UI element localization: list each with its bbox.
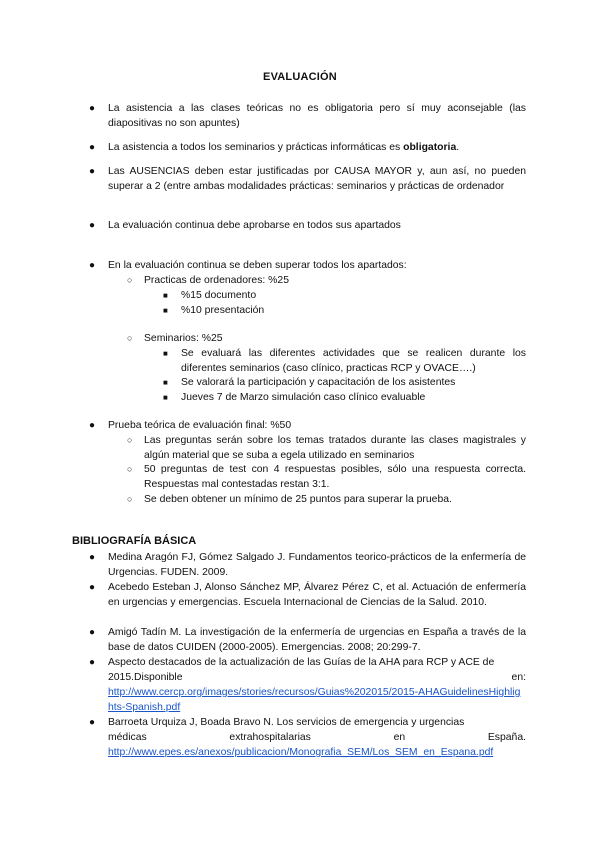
section-title-evaluacion: EVALUACIÓN [263,71,337,83]
bullet-square: ■ [163,306,168,315]
list-item: En la evaluación continua se deben superar todos los apartados: [108,260,407,271]
list-item: Prueba teórica de evaluación final: %50 [108,420,292,431]
reference-item-aha [108,655,526,715]
reference-item: Medina Aragón FJ, Gómez Salgado J. Fundamentos teorico-prácticos de la enfermería de Urgencias. FUDEN. 2009. [108,552,526,578]
sublist-item: 50 preguntas de test con 4 respuestas posibles, sólo una respuesta correcta. Respuestas mal contestadas restan 3:1. [144,464,526,490]
reference-word: en [393,732,406,743]
bullet-square: ■ [163,393,168,402]
bullet-dot: ● [89,103,96,114]
bullet-circle: ○ [127,464,133,474]
reference-text: 2015.Disponible [108,672,183,683]
reference-item: Acebedo Esteban J, Alonso Sánchez MP, Álvarez Pérez C, et al. Actuación de enfermería en urgencias y emergencias. Escuela Internacional de Ciencias de la Salud. 2010. [108,582,526,608]
bullet-dot: ● [89,657,96,668]
list-item: La asistencia a las clases teóricas no es obligatoria pero sí muy aconsejable (las diapositivas no son apuntes) [108,103,526,129]
reference-word: médicas [108,732,147,743]
reference-text: Barroeta Urquiza J, Boada Bravo N. Los servicios de emergencia y urgencias [108,717,465,728]
bullet-circle: ○ [127,494,133,504]
reference-text: Aspecto destacados de la actualización de las Guías de la AHA para RCP y ACE de [108,657,495,668]
sub-sublist-item: %10 presentación [181,305,265,316]
bullet-circle: ○ [127,275,133,285]
reference-item-barroeta [108,715,526,760]
list-item: La evaluación continua debe aprobarse en todos sus apartados [108,220,401,231]
sublist-item: Seminarios: %25 [144,333,223,344]
bullet-dot: ● [89,142,96,153]
bullet-square: ■ [163,291,168,300]
bullet-dot: ● [89,627,96,638]
reference-line [108,670,526,685]
bullet-circle: ○ [127,435,133,445]
sublist-item: Se deben obtener un mínimo de 25 puntos para superar la prueba. [144,494,452,505]
bullet-dot: ● [89,220,96,231]
reference-item: Amigó Tadín M. La investigación de la enfermería de urgencias en España a través de la base de datos CUIDEN (2000-2005). Emergencias. 2008; 20:299-7. [108,627,526,653]
bullet-dot: ● [89,552,96,563]
sublist-item: Practicas de ordenadores: %25 [144,275,289,286]
bullet-square: ■ [163,349,168,358]
sublist-item: Las preguntas serán sobre los temas tratados durante las clases magistrales y algún material que se suba a egela utilizado en seminarios [144,435,526,461]
bullet-dot: ● [89,166,96,177]
section-title-bibliografia: BIBLIOGRAFÍA BÁSICA [72,535,197,547]
sub-sublist-item: %15 documento [181,290,257,301]
bullet-dot: ● [89,717,96,728]
sub-sublist-item: Se evaluará las diferentes actividades que se realicen durante los diferentes seminarios (caso clínico, practicas RCP y OVACE….) [181,348,526,374]
bullet-dot: ● [89,582,96,593]
reference-line [108,730,526,745]
bullet-square: ■ [163,378,168,387]
reference-link[interactable]: http://www.epes.es/anexos/publicacion/Monografia_SEM/Los_SEM_en_Espana.pdf [108,747,494,758]
list-item-text: La asistencia a todos los seminarios y prácticas informáticas es [108,142,404,153]
bullet-dot: ● [89,420,96,431]
bullet-circle: ○ [127,333,133,343]
reference-text: en: [511,672,526,683]
sub-sublist-item: Se valorará la participación y capacitación de los asistentes [181,377,456,388]
reference-link[interactable]: http://www.cercp.org/images/stories/recursos/Guias%202015/2015-AHAGuidelinesHighlights-Spanish.pdf [108,687,521,713]
reference-word: extrahospitalarias [229,732,311,743]
bullet-dot: ● [89,260,96,271]
reference-word: España. [487,732,526,743]
list-item: Las AUSENCIAS deben estar justificadas por CAUSA MAYOR y, aun así, no pueden superar a 2 (entre ambas modalidades prácticas: seminarios y prácticas de ordenador [108,166,526,192]
list-item [108,140,526,155]
list-item-bold: obligatoria [403,142,457,153]
sub-sublist-item: Jueves 7 de Marzo simulación caso clínico evaluable [181,392,426,403]
list-item-text: . [456,142,460,153]
